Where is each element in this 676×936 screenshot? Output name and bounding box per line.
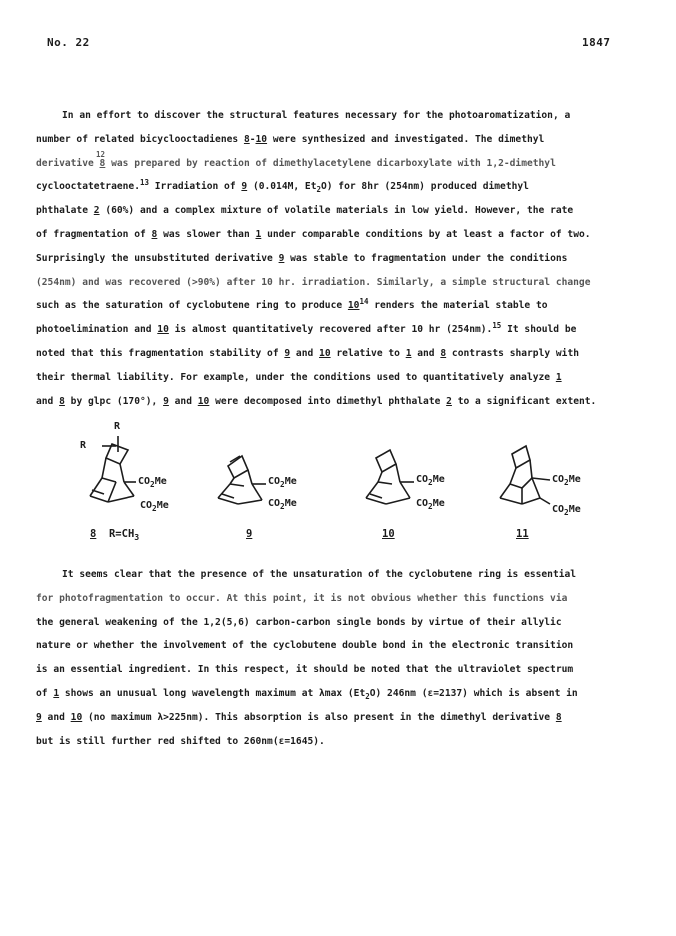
text-span: the general weakening of the 1,2(5,6) carbon-carbon single bonds by virtue of their allylic bbox=[36, 616, 562, 628]
p1-line-6 bbox=[36, 223, 648, 247]
text-span: Me bbox=[568, 474, 581, 485]
r-substituent-left: R bbox=[80, 440, 87, 451]
text-span: It seems clear that the presence of the unsaturation of the cyclobutene ring is essential bbox=[62, 569, 577, 580]
ester-group-1 bbox=[138, 476, 167, 487]
text-span: O) for 8hr (254nm) produced dimethyl bbox=[320, 181, 529, 193]
text-span: (60%) and a complex mixture of volatile materials in low yield. However, the rate bbox=[99, 205, 574, 217]
text-span: CO bbox=[268, 498, 281, 509]
p1-line-5 bbox=[36, 199, 648, 223]
structure-9 bbox=[212, 452, 297, 526]
p1-line-3 bbox=[36, 149, 648, 176]
compound-ref: 9 bbox=[241, 181, 248, 193]
compound-ref: 10 bbox=[157, 324, 169, 336]
ester-group-2 bbox=[552, 504, 581, 515]
text-span: Me bbox=[284, 476, 297, 487]
compound-ref: 8 bbox=[555, 711, 562, 723]
text-span: but is still further red shifted to 260nm(ε=1645). bbox=[36, 735, 325, 747]
footnote-ref: 15 bbox=[492, 320, 502, 330]
text-span: R=CH bbox=[108, 528, 135, 540]
p1-line-9 bbox=[36, 294, 648, 318]
compound-ref: 8 bbox=[440, 347, 447, 359]
compound-ref: 2 bbox=[446, 395, 452, 407]
footnote-ref: 12 bbox=[96, 149, 106, 159]
text-span: contrasts sharply with bbox=[446, 347, 580, 359]
text-span: was prepared by reaction of dimethylacetylene dicarboxylate with 1,2-dimethyl bbox=[105, 157, 556, 169]
compound-number: 10 bbox=[382, 528, 395, 540]
p2-line-1 bbox=[36, 563, 648, 587]
text-span: were decomposed into dimethyl phthalate bbox=[209, 395, 447, 407]
compound-ref: 1 bbox=[53, 687, 60, 699]
subscript: 2 bbox=[365, 691, 370, 701]
subscript: 3 bbox=[134, 532, 140, 543]
text-span: such as the saturation of cyclobutene ring to produce bbox=[36, 300, 348, 312]
text-span: photoelimination and bbox=[36, 324, 158, 336]
text-span: O) 246nm (ε=2137) which is absent in bbox=[369, 687, 578, 699]
subscript: 2 bbox=[316, 185, 321, 195]
text-span: relative to bbox=[330, 347, 406, 359]
text-span: of fragmentation of bbox=[36, 228, 152, 240]
text-span: derivative bbox=[36, 157, 100, 169]
compound-ref: 8 bbox=[99, 157, 106, 169]
journal-issue: No. 22 bbox=[47, 36, 90, 49]
text-span: was slower than bbox=[157, 228, 256, 240]
text-span: shows an unusual long wavelength maximum at λmax (Et bbox=[59, 687, 366, 699]
text-span: and bbox=[36, 395, 60, 407]
compound-ref: 9 bbox=[36, 711, 42, 723]
text-span: phthalate bbox=[36, 205, 94, 217]
ester-group-1 bbox=[268, 476, 297, 487]
structure-8 bbox=[76, 420, 169, 524]
structure-10 bbox=[360, 448, 445, 524]
text-span: and bbox=[411, 347, 441, 359]
subscript: 2 bbox=[564, 508, 569, 517]
text-span: were synthesized and investigated. The dimethyl bbox=[267, 133, 545, 145]
compound-number: 8 bbox=[90, 528, 97, 540]
p1-line-2 bbox=[36, 128, 648, 152]
p1-line-10 bbox=[36, 318, 648, 342]
text-span: CO bbox=[416, 474, 429, 485]
text-span: - bbox=[249, 133, 256, 145]
subscript: 2 bbox=[280, 480, 285, 489]
structure-10-caption bbox=[382, 528, 395, 540]
footnote-ref: 13 bbox=[139, 178, 149, 188]
compound-ref: 10 bbox=[70, 711, 83, 723]
compound-ref: 10 bbox=[347, 300, 360, 312]
text-span: and bbox=[41, 711, 71, 723]
ester-group-2 bbox=[268, 498, 297, 509]
page-number: 1847 bbox=[582, 36, 611, 49]
text-span: Me bbox=[432, 498, 445, 509]
ester-group-1 bbox=[416, 474, 445, 485]
text-span: was stable to fragmentation under the conditions bbox=[284, 252, 568, 264]
structure-8-caption bbox=[90, 528, 140, 543]
footnote-ref: 14 bbox=[359, 297, 369, 307]
structure-9-caption bbox=[246, 528, 252, 540]
text-span: CO bbox=[416, 498, 429, 509]
subscript: 2 bbox=[152, 504, 157, 513]
text-span: Me bbox=[154, 476, 167, 487]
p1-line-11 bbox=[36, 342, 648, 366]
text-span: to a significant extent. bbox=[451, 395, 597, 407]
compound-ref: 10 bbox=[255, 133, 268, 145]
p1-line-8 bbox=[36, 271, 648, 295]
p1-line-1 bbox=[36, 104, 648, 128]
compound-ref: 9 bbox=[163, 395, 169, 407]
compound-ref: 10 bbox=[319, 347, 331, 359]
text-span: nature or whether the involvement of the cyclobutene double bond in the electronic transition bbox=[36, 640, 574, 652]
text-span: number of related bicyclooctadienes bbox=[36, 133, 244, 145]
p1-line-12 bbox=[36, 366, 648, 390]
compound-ref: 8 bbox=[59, 395, 65, 407]
p2-line-8 bbox=[36, 730, 648, 754]
r-substituent-top: R bbox=[114, 421, 121, 432]
compound-ref: 9 bbox=[284, 347, 291, 359]
compound-ref: 2 bbox=[93, 205, 100, 217]
text-span: (254nm) and was recovered (>90%) after 10 hr. irradiation. Similarly, a simple structural change bbox=[36, 276, 591, 288]
p2-line-6 bbox=[36, 682, 648, 706]
structure-11-caption bbox=[516, 528, 529, 540]
ester-group-2 bbox=[140, 500, 169, 511]
text-span: Me bbox=[156, 500, 169, 511]
compound-ref: 1 bbox=[555, 371, 562, 383]
text-span: of bbox=[36, 687, 54, 699]
subscript: 2 bbox=[428, 502, 433, 511]
text-span: and bbox=[168, 395, 198, 407]
text-span: noted that this fragmentation stability of bbox=[36, 347, 285, 359]
p2-line-2 bbox=[36, 587, 648, 611]
text-span: under comparable conditions by at least a factor of two. bbox=[261, 228, 591, 240]
text-span: CO bbox=[552, 504, 565, 515]
text-span: CO bbox=[140, 500, 153, 511]
text-span: CO bbox=[268, 476, 281, 487]
text-span: In an effort to discover the structural features necessary for the photoaromatization, a bbox=[62, 110, 571, 121]
p2-line-7 bbox=[36, 706, 648, 730]
text-span: by glpc (170°), bbox=[64, 395, 164, 407]
paragraph-1 bbox=[36, 104, 648, 413]
text-span: CO bbox=[138, 476, 151, 487]
subscript: 2 bbox=[150, 480, 155, 489]
compound-ref: 1 bbox=[255, 228, 262, 240]
compound-ref: 8 bbox=[243, 133, 250, 145]
compound-ref: 10 bbox=[197, 395, 210, 407]
subscript: 2 bbox=[280, 502, 285, 511]
text-span: their thermal liability. For example, under the conditions used to quantitatively analyze bbox=[36, 371, 556, 383]
text-span: is almost quantitatively recovered after 10 hr (254nm). bbox=[168, 324, 493, 336]
p2-line-3 bbox=[36, 611, 648, 635]
ester-group-1 bbox=[552, 474, 581, 485]
p2-line-4 bbox=[36, 634, 648, 658]
text-span: It should be bbox=[501, 324, 577, 336]
text-span: (no maximum λ>225nm). This absorption is also present in the dimethyl derivative bbox=[82, 711, 556, 723]
compound-ref: 9 bbox=[278, 252, 285, 264]
text-span: cyclooctatetraene. bbox=[36, 181, 140, 193]
text-span: Me bbox=[284, 498, 297, 509]
compound-ref: 1 bbox=[405, 347, 412, 359]
structure-11 bbox=[492, 444, 581, 528]
ester-group-2 bbox=[416, 498, 445, 509]
text-span: Me bbox=[432, 474, 445, 485]
text-span: is an essential ingredient. In this respect, it should be noted that the ultraviolet spectrum bbox=[36, 664, 574, 676]
text-span: and bbox=[290, 347, 320, 359]
subscript: 2 bbox=[428, 478, 433, 487]
text-span: Irradiation of bbox=[148, 181, 242, 193]
compound-number: 9 bbox=[246, 528, 253, 540]
text-span: Surprisingly the unsubstituted derivative bbox=[36, 252, 279, 264]
structure-9-drawing bbox=[212, 452, 282, 522]
p1-line-13 bbox=[36, 390, 648, 414]
compound-number: 11 bbox=[516, 528, 529, 540]
p2-line-5 bbox=[36, 658, 648, 682]
text-span: Me bbox=[568, 504, 581, 515]
structure-8-drawing bbox=[76, 420, 146, 520]
text-span: renders the material stable to bbox=[368, 300, 548, 312]
compound-ref: 8 bbox=[151, 228, 158, 240]
text-span: for photofragmentation to occur. At this point, it is not obvious whether this functions via bbox=[36, 592, 568, 604]
text-span: (0.014M, Et bbox=[247, 181, 317, 193]
paragraph-2 bbox=[36, 563, 648, 753]
p1-line-4 bbox=[36, 175, 648, 199]
subscript: 2 bbox=[564, 478, 569, 487]
p1-line-7 bbox=[36, 247, 648, 271]
text-span: CO bbox=[552, 474, 565, 485]
